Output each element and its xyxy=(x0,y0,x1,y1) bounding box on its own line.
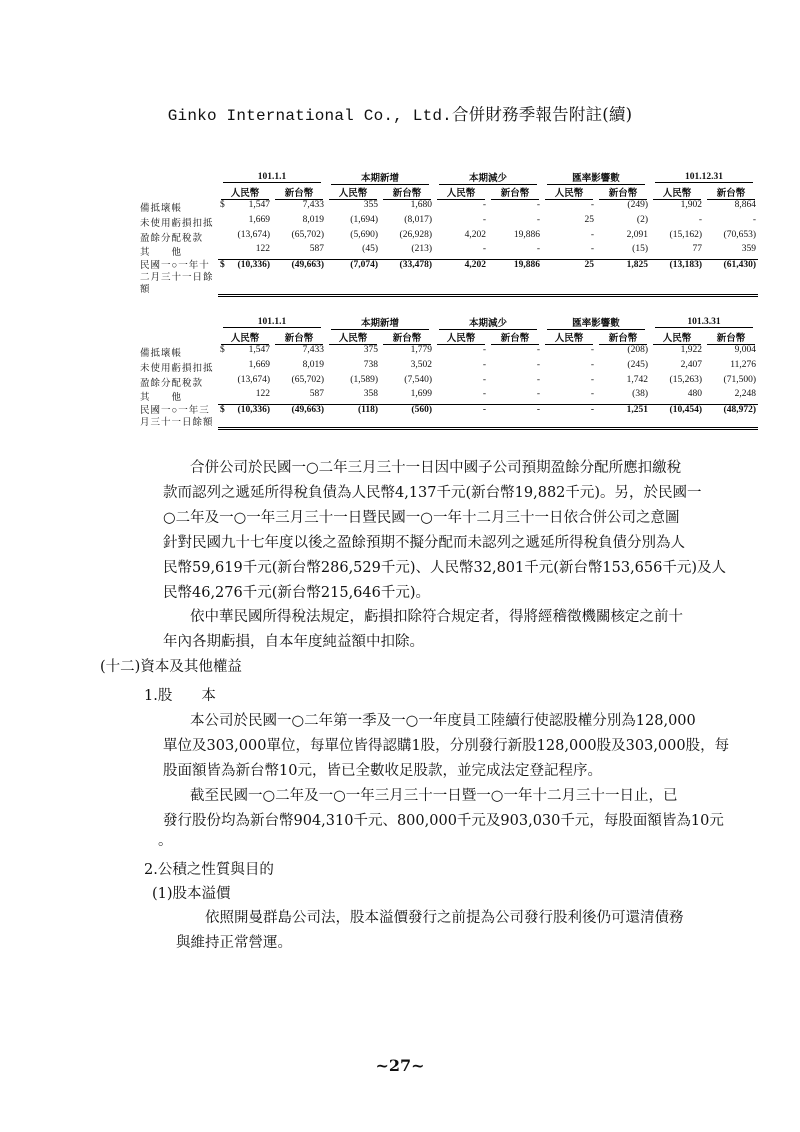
currency-header: 新台幣 xyxy=(596,330,650,345)
paragraph-line: 股面額皆為新台幣10元，皆已全數收足股款，並完成法定登記程序。 xyxy=(163,763,602,779)
table-cell: (208) xyxy=(627,345,648,355)
table-cell: - xyxy=(434,389,488,404)
table-cell: (10,454) xyxy=(650,405,704,429)
currency-header: 新台幣 xyxy=(272,185,326,200)
subsection-heading: 1.股 本 xyxy=(144,688,216,704)
table-cell: (65,702) xyxy=(291,229,324,240)
table-row xyxy=(140,389,758,404)
table-cell: - xyxy=(590,359,594,370)
table-cell: 587 xyxy=(272,244,326,259)
table-cell: (245) xyxy=(627,359,648,370)
deferred-tax-table-2 xyxy=(140,315,758,430)
currency-header: 人民幣 xyxy=(542,185,596,200)
table-cell: 25 xyxy=(584,214,594,225)
table-cell: - xyxy=(488,405,542,429)
row-label: 備抵壞帳 xyxy=(140,349,183,359)
row-label: 備抵壞帳 xyxy=(140,204,183,214)
table-cell: 19,886 xyxy=(488,260,542,296)
table-cell: 122 xyxy=(218,389,272,404)
table-cell: (1,694) xyxy=(350,214,378,225)
table-cell: (38) xyxy=(596,389,650,404)
table-cell: - xyxy=(536,374,540,385)
table-cell: 1,825 xyxy=(596,260,650,296)
table-cell: (8,017) xyxy=(404,214,432,225)
company-name: Ginko International Co., Ltd. xyxy=(167,107,452,125)
table-cell: 587 xyxy=(272,389,326,404)
subsection-heading: (1)股本溢價 xyxy=(152,886,231,902)
table-cell: 2,091 xyxy=(626,229,648,240)
table-row xyxy=(140,405,758,429)
table-cell: (48,972) xyxy=(704,405,758,429)
table-cell: (65,702) xyxy=(291,374,324,385)
table-row xyxy=(140,375,758,390)
currency-header: 人民幣 xyxy=(434,330,488,345)
table-cell: (49,663) xyxy=(272,405,326,429)
table-cell: $ (10,336) xyxy=(218,260,272,296)
paragraph-line: 單位及303,000單位，每單位皆得認購1股，分別發行新股128,000股及303,000股，每 xyxy=(163,738,730,754)
table-cell: 375 xyxy=(363,345,378,355)
dollar-sign: $ xyxy=(220,345,225,355)
table-cell: (45) xyxy=(326,244,380,259)
table-row xyxy=(140,345,758,360)
currency-header: 人民幣 xyxy=(650,185,704,200)
table-cell: 8,019 xyxy=(302,359,324,370)
table-cell: (15) xyxy=(596,244,650,259)
table-row xyxy=(140,200,758,215)
currency-header: 人民幣 xyxy=(434,185,488,200)
table-cell: (15,162) xyxy=(669,229,702,240)
section-heading: (十二)資本及其他權益 xyxy=(100,659,242,675)
paragraph-line: 針對民國九十七年度以後之盈餘預期不擬分配而未認列之遞延所得稅負債分別為人 xyxy=(163,535,685,551)
table-cell: - xyxy=(536,359,540,370)
table-cell: (2) xyxy=(636,214,648,225)
group-header-row xyxy=(140,315,758,330)
table-cell: - xyxy=(482,214,486,225)
column-group-header: 本期減少 xyxy=(434,315,542,330)
currency-header: 人民幣 xyxy=(218,185,272,200)
page-title xyxy=(0,101,800,125)
table-cell: - xyxy=(542,244,596,259)
currency-header: 新台幣 xyxy=(380,185,434,200)
paragraph-line: 民幣59,619千元(新台幣286,529千元)、人民幣32,801千元(新台幣153,656千元)及人 xyxy=(163,560,727,576)
table-cell: - xyxy=(542,389,596,404)
currency-header-row xyxy=(140,330,758,345)
table-cell: (560) xyxy=(380,405,434,429)
table-cell: (13,183) xyxy=(650,260,704,296)
table-cell: 1,669 xyxy=(248,214,270,225)
paragraph-line: 發行股份均為新台幣904,310千元、800,000千元及903,030千元，每股面額皆為10元 xyxy=(163,813,724,829)
table-cell: - xyxy=(542,405,596,429)
table-cell: - xyxy=(488,244,542,259)
table-cell: (71,500) xyxy=(723,374,756,385)
column-group-header: 本期新增 xyxy=(326,315,434,330)
currency-header: 新台幣 xyxy=(380,330,434,345)
table-cell: - xyxy=(488,389,542,404)
paragraph-line: 。 xyxy=(158,833,173,849)
table-cell: 9,004 xyxy=(734,345,756,355)
table-cell: - xyxy=(482,359,486,370)
currency-header: 人民幣 xyxy=(326,185,380,200)
table-cell: - xyxy=(590,200,594,210)
deferred-tax-table-1 xyxy=(140,170,758,297)
table-cell: 1,680 xyxy=(410,200,432,210)
table-cell: 122 xyxy=(218,244,272,259)
column-group-header: 101.12.31 xyxy=(650,170,758,185)
table-cell: 2,407 xyxy=(680,359,702,370)
column-group-header: 本期新增 xyxy=(326,170,434,185)
table-cell: (33,478) xyxy=(380,260,434,296)
table-cell: (5,690) xyxy=(350,229,378,240)
table-cell: - xyxy=(434,244,488,259)
table-cell: $ (10,336) xyxy=(218,405,272,429)
table-row xyxy=(140,360,758,375)
table-row xyxy=(140,260,758,296)
column-group-header: 匯率影響數 xyxy=(542,315,650,330)
table-cell: 4,202 xyxy=(464,229,486,240)
table-cell: 19,886 xyxy=(513,229,540,240)
currency-header: 新台幣 xyxy=(272,330,326,345)
table-cell: - xyxy=(536,214,540,225)
table-cell: 1,922 xyxy=(680,345,702,355)
table-cell: 355 xyxy=(363,200,378,210)
table-row xyxy=(140,244,758,259)
row-label: 其 他 xyxy=(140,393,183,404)
paragraph-line: 民幣46,276千元(新台幣215,646千元)。 xyxy=(163,585,431,601)
table-cell: (7,074) xyxy=(326,260,380,296)
paragraph-line: ○二年及一○一年三月三十一日暨民國一○一年十二月三十一日依合併公司之意圖 xyxy=(163,510,680,526)
table-cell: - xyxy=(536,200,540,210)
paragraph-line: 截至民國一○二年及一○一年三月三十一日暨一○一年十二月三十一日止，已 xyxy=(190,788,678,804)
group-header-row xyxy=(140,170,758,185)
row-label: 其 他 xyxy=(140,248,183,259)
currency-header: 新台幣 xyxy=(596,185,650,200)
currency-header: 人民幣 xyxy=(650,330,704,345)
table-cell: 359 xyxy=(704,244,758,259)
row-label: 民國一○一年三月三十一日餘額 xyxy=(140,405,214,428)
table-cell: 1,699 xyxy=(380,389,434,404)
currency-header: 新台幣 xyxy=(704,330,758,345)
table-cell: (13,674) xyxy=(237,374,270,385)
table-cell: (70,653) xyxy=(723,229,756,240)
table-cell: 1,902 xyxy=(680,200,702,210)
table-cell: $ 1,547 xyxy=(220,200,270,210)
paragraph-line: 款而認列之遞延所得稅負債為人民幣4,137千元(新台幣19,882千元)。另，於民國一 xyxy=(163,485,702,501)
dollar-sign: $ xyxy=(220,405,225,416)
table-cell: (249) xyxy=(627,200,648,210)
column-group-header: 101.3.31 xyxy=(650,315,758,330)
subsection-heading: 2.公積之性質與目的 xyxy=(144,862,274,878)
table-cell: (118) xyxy=(326,405,380,429)
column-group-header: 101.1.1 xyxy=(218,315,326,330)
document-title: 合併財務季報告附註(續) xyxy=(451,105,633,124)
row-label: 未使用虧損扣抵 xyxy=(140,363,214,374)
paragraph-line: 依照開曼群島公司法，股本溢價發行之前提為公司發行股利後仍可還清債務 xyxy=(205,910,684,926)
table-cell: (213) xyxy=(380,244,434,259)
paragraph-line: 合併公司於民國一○二年三月三十一日因中國子公司預期盈餘分配所應扣繳稅 xyxy=(190,460,682,476)
dollar-sign: $ xyxy=(220,260,225,271)
table-cell: - xyxy=(482,374,486,385)
paragraph-line: 與維持正常營運。 xyxy=(176,935,292,951)
paragraph-line: 年內各期虧損，自本年度純益額中扣除。 xyxy=(163,634,424,650)
table-cell: $ 1,547 xyxy=(220,345,270,355)
table-cell: 25 xyxy=(542,260,596,296)
currency-header: 人民幣 xyxy=(542,330,596,345)
table-cell: 738 xyxy=(363,359,378,370)
table-cell: 1,742 xyxy=(626,374,648,385)
table-row xyxy=(140,215,758,230)
currency-header-row xyxy=(140,185,758,200)
table-cell: (61,430) xyxy=(704,260,758,296)
table-cell: 7,433 xyxy=(302,200,324,210)
currency-header: 新台幣 xyxy=(488,185,542,200)
table-cell: 77 xyxy=(650,244,704,259)
table-cell: (1,589) xyxy=(350,374,378,385)
table-cell: 2,248 xyxy=(704,389,758,404)
paragraph-line: 依中華民國所得稅法規定，虧損扣除符合規定者，得將經稽徵機關核定之前十 xyxy=(190,609,683,625)
column-group-header: 匯率影響數 xyxy=(542,170,650,185)
column-group-header: 本期減少 xyxy=(434,170,542,185)
table-cell: - xyxy=(590,374,594,385)
table-cell: 4,202 xyxy=(434,260,488,296)
table-cell: - xyxy=(482,200,486,210)
table-cell: 3,502 xyxy=(410,359,432,370)
currency-header: 人民幣 xyxy=(218,330,272,345)
table-cell: 1,779 xyxy=(410,345,432,355)
currency-header: 人民幣 xyxy=(326,330,380,345)
table-row xyxy=(140,230,758,245)
table-cell: (7,540) xyxy=(404,374,432,385)
table-cell: 11,276 xyxy=(730,359,756,370)
table-cell: - xyxy=(698,214,702,225)
table-cell: 8,019 xyxy=(302,214,324,225)
table-cell: - xyxy=(590,229,594,240)
table-cell: (15,263) xyxy=(669,374,702,385)
table-cell: (26,928) xyxy=(399,229,432,240)
column-group-header: 101.1.1 xyxy=(218,170,326,185)
row-label: 民國一○一年十二月三十一日餘額 xyxy=(140,260,214,295)
table-cell: - xyxy=(590,345,594,355)
table-cell: (49,663) xyxy=(272,260,326,296)
table-cell: - xyxy=(482,345,486,355)
table-cell: 7,433 xyxy=(302,345,324,355)
row-label: 盈餘分配稅款 xyxy=(140,233,204,244)
table-cell: 480 xyxy=(650,389,704,404)
table-cell: - xyxy=(434,405,488,429)
table-cell: (13,674) xyxy=(237,229,270,240)
currency-header: 新台幣 xyxy=(488,330,542,345)
table-cell: - xyxy=(752,214,756,225)
row-label: 未使用虧損扣抵 xyxy=(140,218,214,229)
table-cell: 8,864 xyxy=(734,200,756,210)
table-cell: 358 xyxy=(326,389,380,404)
table-cell: 1,669 xyxy=(248,359,270,370)
table-cell: - xyxy=(536,345,540,355)
dollar-sign: $ xyxy=(220,200,225,210)
page-number: ~27~ xyxy=(375,1056,425,1075)
currency-header: 新台幣 xyxy=(704,185,758,200)
paragraph-line: 本公司於民國一○二年第一季及一○一年度員工陸續行使認股權分別為128,000 xyxy=(190,713,696,729)
row-label: 盈餘分配稅款 xyxy=(140,378,204,389)
table-cell: 1,251 xyxy=(596,405,650,429)
